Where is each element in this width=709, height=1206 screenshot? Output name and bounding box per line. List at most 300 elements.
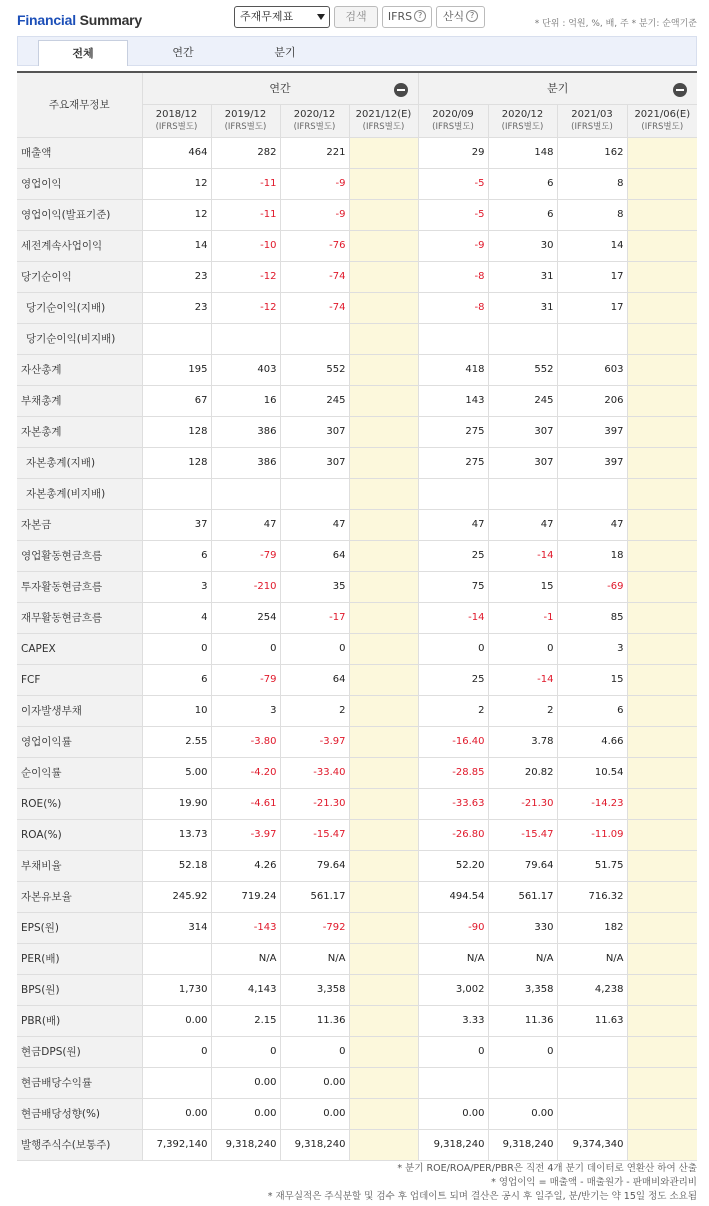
table-cell: 418 [418,354,488,385]
table-cell [349,757,418,788]
table-cell [488,1067,557,1098]
table-row [17,881,697,912]
row-label: EPS(원) [17,912,142,943]
table-cell: -11 [211,168,280,199]
table-cell: 11.63 [557,1005,627,1036]
row-label: 당기순이익(지배) [17,292,142,323]
table-cell: 15 [557,664,627,695]
table-cell: 128 [142,447,211,478]
period-date: 2019/12 [224,108,267,120]
period-date: 2021/12(E) [355,108,412,120]
table-cell: 67 [142,385,211,416]
table-cell [627,1067,697,1098]
row-label: 당기순이익 [17,261,142,292]
table-cell: 3.78 [488,726,557,757]
table-cell: 245.92 [142,881,211,912]
row-label: 현금배당성향(%) [17,1098,142,1129]
table-cell: -9 [418,230,488,261]
table-cell: 17 [557,261,627,292]
table-cell [488,323,557,354]
table-cell: 0 [142,1036,211,1067]
table-cell: 15 [488,571,557,602]
table-cell: -21.30 [280,788,349,819]
table-cell: -1 [488,602,557,633]
table-row [17,447,697,478]
table-cell: 603 [557,354,627,385]
table-cell [557,1098,627,1129]
table-cell: 8 [557,168,627,199]
financial-table [17,71,697,1161]
table-cell [349,199,418,230]
table-cell: 47 [557,509,627,540]
ifrs-help-button[interactable] [382,6,432,28]
page-title [17,12,142,28]
table-cell: N/A [280,943,349,974]
period-basis: (IFRS별도) [155,121,198,132]
table-cell: 552 [280,354,349,385]
table-cell: -12 [211,261,280,292]
tab-quarter[interactable]: 분기 [274,46,296,59]
table-cell [349,230,418,261]
row-label: 자본총계(비지배) [17,478,142,509]
table-cell: -3.97 [211,819,280,850]
table-cell: -90 [418,912,488,943]
period-basis: (IFRS별도) [432,121,474,132]
table-cell: 12 [142,199,211,230]
period-header [142,104,211,137]
table-cell: 79.64 [280,850,349,881]
period-basis: (IFRS별도) [362,121,405,132]
row-label: 현금DPS(원) [17,1036,142,1067]
table-cell: 23 [142,261,211,292]
table-row [17,230,697,261]
table-cell: 307 [280,447,349,478]
table-cell: 3,358 [280,974,349,1005]
table-cell: 0 [211,1036,280,1067]
table-cell: 330 [488,912,557,943]
table-cell [627,726,697,757]
footnote: * 재무실적은 주식분할 및 검수 후 업데이트 되며 결산은 공시 후 일주일, 분/반기는 약 15일 정도 소요됨 [267,1191,697,1202]
table-cell [627,633,697,664]
table-cell: -14 [418,602,488,633]
row-label: PER(배) [17,943,142,974]
header-corner: 주요재무정보 [17,72,142,137]
table-cell [627,540,697,571]
table-cell: 14 [142,230,211,261]
table-cell [280,478,349,509]
table-cell: 0 [142,633,211,664]
table-cell: 3,002 [418,974,488,1005]
table-cell: 52.18 [142,850,211,881]
row-label: 부채비율 [17,850,142,881]
table-cell: -3.97 [280,726,349,757]
row-label: 자산총계 [17,354,142,385]
period-date: 2020/12 [293,108,336,120]
table-cell: -33.40 [280,757,349,788]
table-cell [627,1098,697,1129]
footnote: * 영업이익 = 매출액 - 매출원가 - 판매비와관리비 [491,1177,697,1188]
table-cell [349,1067,418,1098]
table-row [17,509,697,540]
row-label: 영업이익(발표기준) [17,199,142,230]
group-annual-label: 연간 [269,82,291,96]
formula-label: 산식 [442,10,465,23]
table-cell [349,602,418,633]
table-cell: 282 [211,137,280,168]
period-date: 2020/12 [501,108,544,120]
table-cell: N/A [488,943,557,974]
table-cell: 254 [211,602,280,633]
table-cell [349,385,418,416]
table-cell [349,509,418,540]
table-cell: 561.17 [280,881,349,912]
table-cell: 5.00 [142,757,211,788]
table-cell: 9,318,240 [280,1129,349,1160]
question-icon: ? [414,10,426,22]
table-cell [349,881,418,912]
table-cell: 0 [280,633,349,664]
table-cell: 19.90 [142,788,211,819]
table-cell: 9,374,340 [557,1129,627,1160]
table-row [17,540,697,571]
table-cell: -16.40 [418,726,488,757]
table-cell [627,571,697,602]
table-cell: 206 [557,385,627,416]
period-header [349,104,418,137]
table-cell [627,881,697,912]
row-label: 자본총계 [17,416,142,447]
table-cell [627,819,697,850]
row-label: CAPEX [17,633,142,664]
table-cell [627,602,697,633]
table-cell [627,385,697,416]
table-cell: -14 [488,664,557,695]
row-label: 영업이익 [17,168,142,199]
table-cell: 47 [280,509,349,540]
tab-annual[interactable]: 연간 [172,46,194,59]
table-cell: -4.61 [211,788,280,819]
row-label: 자본금 [17,509,142,540]
table-row [17,354,697,385]
table-cell: -28.85 [418,757,488,788]
group-annual-header [142,72,418,104]
table-cell: N/A [211,943,280,974]
table-cell: 12 [142,168,211,199]
table-cell: 16 [211,385,280,416]
table-cell: 0 [488,633,557,664]
header [17,6,697,34]
table-cell [211,323,280,354]
table-row [17,602,697,633]
ifrs-label: IFRS [387,10,413,23]
period-basis: (IFRS별도) [571,121,613,132]
table-row [17,664,697,695]
row-label: 발행주식수(보통주) [17,1129,142,1160]
table-cell: 11.36 [280,1005,349,1036]
table-cell: -9 [280,199,349,230]
table-cell [627,912,697,943]
table-cell [557,1036,627,1067]
table-cell: 716.32 [557,881,627,912]
table-row [17,974,697,1005]
table-cell [349,447,418,478]
table-cell [627,1005,697,1036]
table-cell: -8 [418,261,488,292]
row-label: 영업이익률 [17,726,142,757]
table-cell: 0.00 [488,1098,557,1129]
table-cell: -12 [211,292,280,323]
table-cell [349,633,418,664]
period-header [280,104,349,137]
table-cell [349,912,418,943]
table-cell: 0 [488,1036,557,1067]
table-row [17,726,697,757]
row-label: BPS(원) [17,974,142,1005]
table-cell: -4.20 [211,757,280,788]
table-cell [418,1067,488,1098]
table-cell [627,261,697,292]
statement-type-value: 주재무제표 [240,10,294,23]
table-cell: 0.00 [280,1067,349,1098]
table-cell [627,230,697,261]
table-cell [349,416,418,447]
table-cell: -17 [280,602,349,633]
table-cell: 2.15 [211,1005,280,1036]
table-cell [627,168,697,199]
period-header [557,104,627,137]
row-label: ROA(%) [17,819,142,850]
search-button[interactable]: 검색 [334,6,378,28]
table-row [17,1129,697,1160]
collapse-annual-icon[interactable] [394,83,408,97]
table-cell [418,478,488,509]
table-cell: 3,358 [488,974,557,1005]
table-cell: 182 [557,912,627,943]
table-row [17,416,697,447]
period-basis: (IFRS별도) [641,121,684,132]
table-cell [142,323,211,354]
table-cell [349,1129,418,1160]
table-cell: 75 [418,571,488,602]
formula-help-button[interactable] [436,6,485,28]
title-summary: Summary [75,12,142,28]
table-cell: 10 [142,695,211,726]
table-cell [627,974,697,1005]
group-quarter-label: 분기 [547,82,569,96]
table-cell: 1,730 [142,974,211,1005]
unit-note: * 단위 : 억원, %, 배, 주 * 분기: 순액기준 [534,19,697,29]
table-cell [627,1036,697,1067]
table-cell: -792 [280,912,349,943]
table-cell [349,571,418,602]
table-cell: -26.80 [418,819,488,850]
table-cell: 0.00 [211,1098,280,1129]
table-row [17,850,697,881]
tab-all[interactable]: 전체 [38,40,128,66]
table-cell: 719.24 [211,881,280,912]
table-cell [627,137,697,168]
period-header [418,104,488,137]
table-cell: -10 [211,230,280,261]
table-cell: 6 [488,199,557,230]
table-cell: 0.00 [280,1098,349,1129]
table-cell: -11 [211,199,280,230]
table-cell: 31 [488,292,557,323]
group-quarter-header [418,72,697,104]
table-cell: 307 [280,416,349,447]
row-label: 세전계속사업이익 [17,230,142,261]
table-cell: 52.20 [418,850,488,881]
table-cell: -143 [211,912,280,943]
table-cell: 64 [280,540,349,571]
table-cell [349,664,418,695]
table-cell: 464 [142,137,211,168]
table-cell: 307 [488,416,557,447]
table-cell: 0 [418,1036,488,1067]
table-cell: -210 [211,571,280,602]
row-label: 재무활동현금흐름 [17,602,142,633]
table-cell: 10.54 [557,757,627,788]
table-cell: 386 [211,447,280,478]
table-cell: 403 [211,354,280,385]
table-cell [349,819,418,850]
table-cell [627,664,697,695]
table-cell [557,1067,627,1098]
table-cell: 6 [557,695,627,726]
table-cell: 6 [488,168,557,199]
table-cell: -8 [418,292,488,323]
table-row [17,137,697,168]
table-cell: 51.75 [557,850,627,881]
table-cell: 85 [557,602,627,633]
table-cell: 25 [418,664,488,695]
table-cell [349,354,418,385]
table-cell: 3 [557,633,627,664]
title-financial: Financial [17,12,76,28]
chevron-down-icon [317,14,325,20]
table-cell: 494.54 [418,881,488,912]
table-cell: 275 [418,416,488,447]
table-row [17,571,697,602]
table-cell: 25 [418,540,488,571]
table-cell: -14.23 [557,788,627,819]
table-cell [627,695,697,726]
table-cell [349,726,418,757]
statement-type-select[interactable] [234,6,330,28]
table-cell: -69 [557,571,627,602]
table-cell: 11.36 [488,1005,557,1036]
table-row [17,788,697,819]
table-cell: N/A [557,943,627,974]
table-cell [557,323,627,354]
row-label: 현금배당수익률 [17,1067,142,1098]
row-label: 투자활동현금흐름 [17,571,142,602]
table-cell: 6 [142,540,211,571]
table-cell: -3.80 [211,726,280,757]
table-cell: 9,318,240 [488,1129,557,1160]
table-cell: 8 [557,199,627,230]
table-cell: 397 [557,447,627,478]
table-cell: 143 [418,385,488,416]
table-cell [627,447,697,478]
table-cell: -5 [418,168,488,199]
table-cell: 245 [280,385,349,416]
table-row [17,757,697,788]
table-cell: -15.47 [280,819,349,850]
table-cell: 20.82 [488,757,557,788]
table-cell [349,478,418,509]
table-row [17,385,697,416]
row-label: 이자발생부채 [17,695,142,726]
row-label: 자본유보율 [17,881,142,912]
period-date: 2021/03 [571,108,613,120]
row-label: 당기순이익(비지배) [17,323,142,354]
table-cell: 47 [418,509,488,540]
collapse-quarter-icon[interactable] [673,83,687,97]
table-cell: 0 [211,633,280,664]
table-row [17,1098,697,1129]
table-cell: 4.26 [211,850,280,881]
table-cell: -79 [211,540,280,571]
table-cell: 23 [142,292,211,323]
table-cell: 4.66 [557,726,627,757]
table-cell: 245 [488,385,557,416]
table-cell: -9 [280,168,349,199]
period-tabs [17,36,697,66]
row-label: 순이익률 [17,757,142,788]
period-basis: (IFRS별도) [501,121,544,132]
row-label: FCF [17,664,142,695]
table-cell [627,292,697,323]
table-cell [627,850,697,881]
table-row [17,261,697,292]
table-cell: 2 [488,695,557,726]
table-cell: 552 [488,354,557,385]
table-cell: 3 [211,695,280,726]
table-cell: -74 [280,292,349,323]
table-cell: 275 [418,447,488,478]
table-cell: 0.00 [211,1067,280,1098]
row-label: ROE(%) [17,788,142,819]
table-cell: 2 [418,695,488,726]
table-cell [349,850,418,881]
table-cell [280,323,349,354]
table-cell: 79.64 [488,850,557,881]
table-cell: 4,143 [211,974,280,1005]
table-cell: 307 [488,447,557,478]
table-cell: 386 [211,416,280,447]
table-cell: 195 [142,354,211,385]
table-cell: 2 [280,695,349,726]
table-cell: 35 [280,571,349,602]
table-row [17,1067,697,1098]
table-row [17,478,697,509]
period-header [488,104,557,137]
table-cell [349,137,418,168]
table-cell: 148 [488,137,557,168]
table-cell: 397 [557,416,627,447]
table-cell: -76 [280,230,349,261]
table-cell [349,974,418,1005]
row-label: 매출액 [17,137,142,168]
question-icon: ? [466,10,478,22]
period-basis: (IFRS별도) [293,121,336,132]
table-cell [349,788,418,819]
period-basis: (IFRS별도) [224,121,267,132]
table-cell [627,416,697,447]
table-cell: -74 [280,261,349,292]
table-cell: 162 [557,137,627,168]
